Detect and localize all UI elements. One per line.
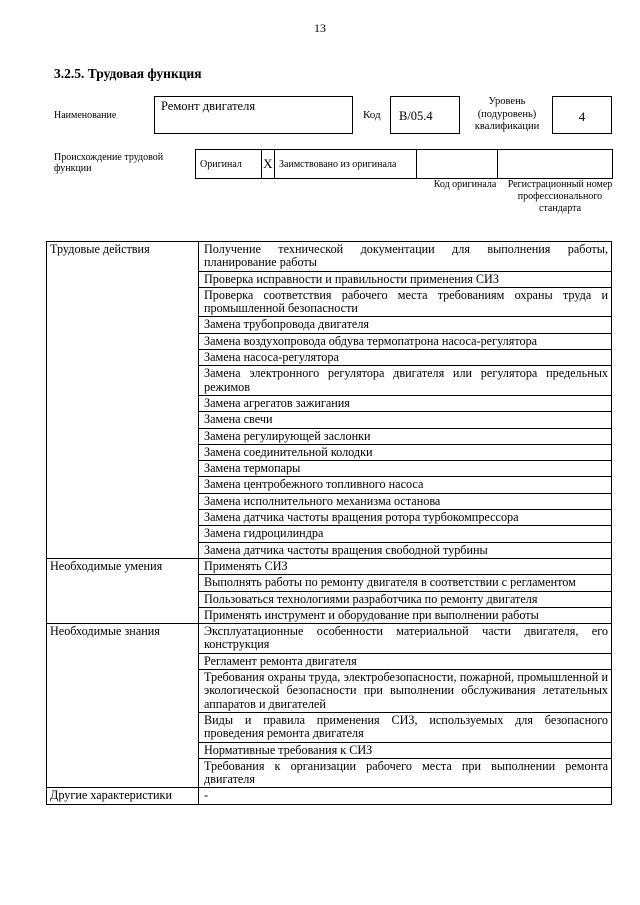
category-cell: Необходимые умения bbox=[47, 558, 199, 574]
code-label: Код bbox=[363, 109, 381, 121]
level-value-box bbox=[552, 96, 612, 134]
name-label: Наименование bbox=[54, 110, 117, 121]
category-cell bbox=[47, 412, 199, 428]
code-value: B/05.4 bbox=[399, 109, 433, 123]
table-row bbox=[47, 333, 612, 349]
item-cell: Замена воздухопровода обдува термопатрона насоса-регулятора bbox=[199, 333, 612, 349]
original-mark: X bbox=[261, 150, 275, 179]
item-cell: Эксплуатационные особенности материальной части двигателя, его конструкция bbox=[199, 624, 612, 654]
table-row bbox=[47, 350, 612, 366]
origin-table bbox=[195, 149, 613, 179]
item-cell: Требования к организации рабочего места при выполнении ремонта двигателя bbox=[199, 758, 612, 788]
table-row bbox=[47, 412, 612, 428]
item-cell: Проверка исправности и правильности применения СИЗ bbox=[199, 271, 612, 287]
table-row bbox=[47, 366, 612, 396]
category-cell bbox=[47, 712, 199, 742]
section-title: 3.2.5. Трудовая функция bbox=[54, 66, 202, 81]
item-cell: Замена электронного регулятора двигателя или регулятора предельных режимов bbox=[199, 366, 612, 396]
item-cell: Замена датчика частоты вращения ротора турбокомпрессора bbox=[199, 510, 612, 526]
table-row bbox=[47, 477, 612, 493]
category-cell bbox=[47, 575, 199, 591]
item-cell: Замена насоса-регулятора bbox=[199, 350, 612, 366]
code-value-box bbox=[390, 96, 460, 134]
level-label: Уровень (подуровень) квалификации bbox=[474, 96, 540, 132]
table-row bbox=[47, 712, 612, 742]
category-cell: Трудовые действия bbox=[47, 242, 199, 272]
category-cell bbox=[47, 461, 199, 477]
original-label: Оригинал bbox=[196, 150, 262, 179]
table-row bbox=[47, 242, 612, 272]
category-cell bbox=[47, 366, 199, 396]
page-number: 13 bbox=[314, 21, 326, 35]
category-cell bbox=[47, 493, 199, 509]
table-row bbox=[47, 444, 612, 460]
labor-function-table bbox=[46, 241, 612, 805]
table-row bbox=[47, 653, 612, 669]
category-cell: Другие характеристики bbox=[47, 788, 199, 804]
table-row bbox=[47, 526, 612, 542]
category-cell bbox=[47, 542, 199, 558]
item-cell: Получение технической документации для выполнения работы, планирование работы bbox=[199, 242, 612, 272]
reg-number-cell bbox=[497, 150, 612, 179]
category-cell bbox=[47, 758, 199, 788]
table-row bbox=[47, 558, 612, 574]
table-row bbox=[47, 493, 612, 509]
table-row bbox=[47, 510, 612, 526]
table-row bbox=[47, 758, 612, 788]
item-cell: Замена свечи bbox=[199, 412, 612, 428]
table-row bbox=[47, 591, 612, 607]
category-cell bbox=[47, 477, 199, 493]
table-row bbox=[47, 287, 612, 317]
item-cell: Замена исполнительного механизма останова bbox=[199, 493, 612, 509]
table-row bbox=[47, 428, 612, 444]
category-cell bbox=[47, 395, 199, 411]
category-cell bbox=[47, 653, 199, 669]
item-cell: Замена термопары bbox=[199, 461, 612, 477]
borrowed-label: Заимствовано из оригинала bbox=[275, 150, 417, 179]
item-cell: Требования охраны труда, электробезопасности, пожарной, промышленной и экологической безопасности при выполнении обслуживания летательных аппаратов и двигателей bbox=[199, 670, 612, 713]
item-cell: Нормативные требования к СИЗ bbox=[199, 742, 612, 758]
table-row bbox=[47, 788, 612, 804]
category-cell bbox=[47, 510, 199, 526]
item-cell: Замена гидроцилиндра bbox=[199, 526, 612, 542]
origin-code-cell bbox=[417, 150, 497, 179]
item-cell: Применять инструмент и оборудование при выполнении работы bbox=[199, 607, 612, 623]
item-cell: Замена агрегатов зажигания bbox=[199, 395, 612, 411]
category-cell: Необходимые знания bbox=[47, 624, 199, 654]
category-cell bbox=[47, 607, 199, 623]
table-row bbox=[47, 271, 612, 287]
category-cell bbox=[47, 591, 199, 607]
item-cell: Замена центробежного топливного насоса bbox=[199, 477, 612, 493]
table-row bbox=[47, 317, 612, 333]
table-row bbox=[47, 395, 612, 411]
table-row bbox=[47, 742, 612, 758]
origin-code-caption: Код оригинала bbox=[433, 179, 497, 190]
category-cell bbox=[47, 428, 199, 444]
name-value: Ремонт двигателя bbox=[161, 99, 256, 113]
category-cell bbox=[47, 317, 199, 333]
table-row bbox=[47, 607, 612, 623]
category-cell bbox=[47, 287, 199, 317]
level-value: 4 bbox=[578, 109, 586, 124]
item-cell: - bbox=[199, 788, 612, 804]
table-row bbox=[47, 670, 612, 713]
item-cell: Замена трубопровода двигателя bbox=[199, 317, 612, 333]
category-cell bbox=[47, 670, 199, 713]
table-row bbox=[47, 542, 612, 558]
item-cell: Замена датчика частоты вращения свободной турбины bbox=[199, 542, 612, 558]
item-cell: Замена регулирующей заслонки bbox=[199, 428, 612, 444]
table-row bbox=[47, 575, 612, 591]
item-cell: Проверка соответствия рабочего места требованиям охраны труда и промышленной безопасности bbox=[199, 287, 612, 317]
category-cell bbox=[47, 444, 199, 460]
item-cell: Пользоваться технологиями разработчика по ремонту двигателя bbox=[199, 591, 612, 607]
category-cell bbox=[47, 333, 199, 349]
name-value-box bbox=[154, 96, 353, 134]
category-cell bbox=[47, 350, 199, 366]
table-row bbox=[47, 624, 612, 654]
item-cell: Регламент ремонта двигателя bbox=[199, 653, 612, 669]
category-cell bbox=[47, 526, 199, 542]
item-cell: Выполнять работы по ремонту двигателя в соответствии с регламентом bbox=[199, 575, 612, 591]
item-cell: Замена соединительной колодки bbox=[199, 444, 612, 460]
item-cell: Виды и правила применения СИЗ, используемых для безопасного проведения ремонта двигателя bbox=[199, 712, 612, 742]
category-cell bbox=[47, 271, 199, 287]
table-row bbox=[47, 461, 612, 477]
origin-label: Происхождение трудовой функции bbox=[54, 152, 164, 174]
item-cell: Применять СИЗ bbox=[199, 558, 612, 574]
reg-number-caption: Регистрационный номер профессионального стандарта bbox=[507, 179, 613, 214]
category-cell bbox=[47, 742, 199, 758]
